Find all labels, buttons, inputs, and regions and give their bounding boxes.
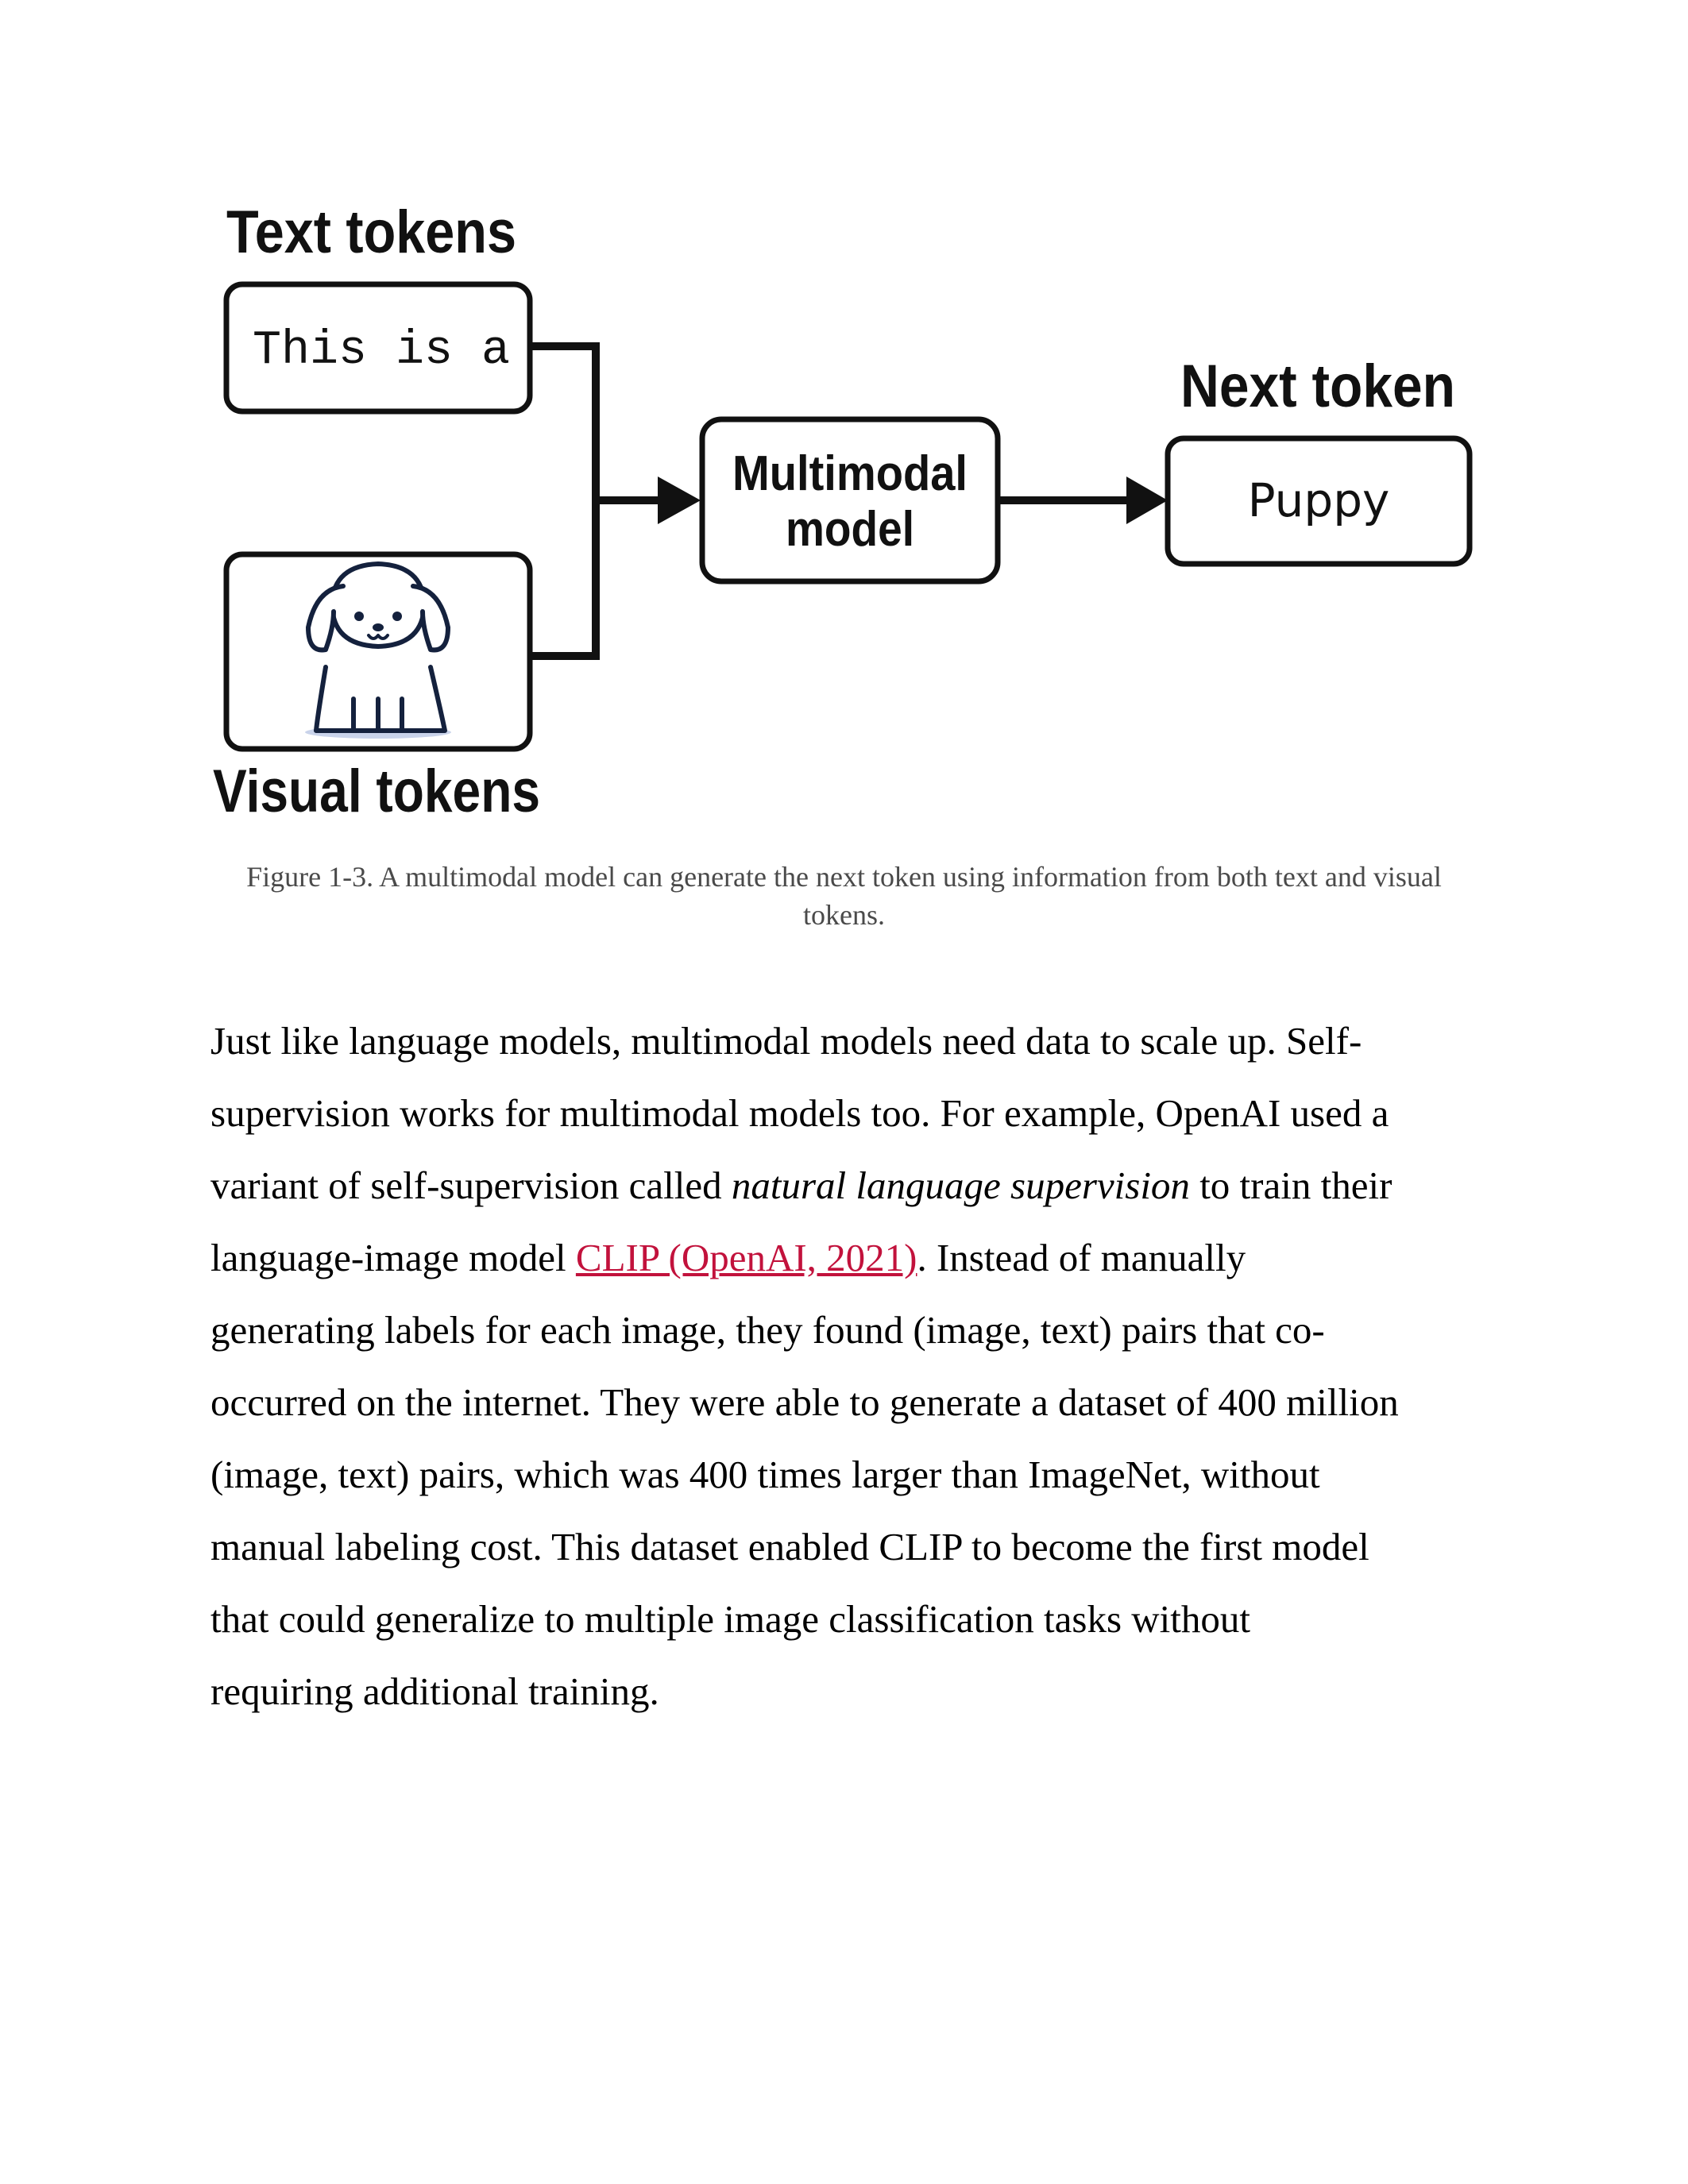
line-4-text-a: language-image model (211, 1236, 576, 1279)
connector-text (530, 346, 596, 500)
body-paragraph (211, 1005, 1497, 1727)
natural-language-supervision-term: natural language supervision (731, 1163, 1190, 1207)
multimodal-figure (0, 0, 1688, 842)
paragraph-line-8: manual labeling cost. This dataset enabled CLIP to become the first model (211, 1525, 1369, 1569)
visual-tokens-label: Visual tokens (213, 758, 540, 825)
connector-visual (530, 500, 596, 656)
paragraph-line-6: occurred on the internet. They were able to generate a dataset of 400 million (211, 1380, 1399, 1424)
next-token-label: Next token (1180, 353, 1455, 420)
paragraph-line-3 (211, 1149, 1497, 1221)
arrow-to-output-head (1126, 477, 1168, 524)
model-label-line2: model (786, 502, 914, 557)
next-token-value: Puppy (1247, 473, 1390, 527)
line-4-text-b: . Instead of manually (917, 1236, 1246, 1279)
model-label-line1: Multimodal (732, 446, 968, 501)
clip-citation-link[interactable]: CLIP (OpenAI, 2021) (575, 1236, 917, 1279)
paragraph-line-1: Just like language models, multimodal models need data to scale up. Self- (211, 1019, 1362, 1063)
paragraph-line-9: that could generalize to multiple image classification tasks without (211, 1597, 1251, 1641)
paragraph-line-10: requiring additional training. (211, 1669, 659, 1713)
paragraph-line-5: generating labels for each image, they found (image, text) pairs that co- (211, 1308, 1325, 1352)
line-3-text-b: to train their (1189, 1163, 1393, 1207)
arrow-to-model-head (658, 477, 701, 524)
figure-caption: Figure 1-3. A multimodal model can generate the next token using information from both text and visual tokens. (246, 861, 1442, 931)
text-tokens-label: Text tokens (226, 199, 516, 266)
paragraph-line-4 (211, 1221, 1497, 1294)
paragraph-line-2: supervision works for multimodal models too. For example, OpenAI used a (211, 1091, 1389, 1135)
line-3-text-a: variant of self-supervision called (211, 1163, 732, 1207)
paragraph-line-7: (image, text) pairs, which was 400 times larger than ImageNet, without (211, 1453, 1320, 1496)
text-token-value: This is a (253, 324, 511, 378)
